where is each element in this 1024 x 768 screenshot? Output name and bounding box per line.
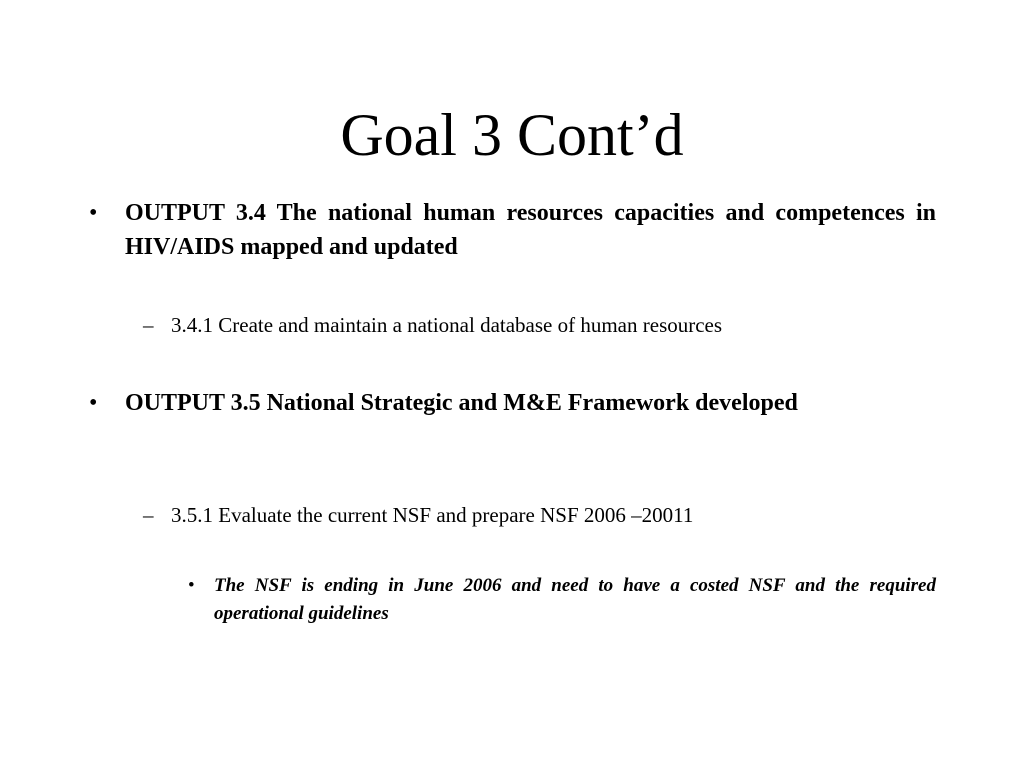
dash-marker: – (143, 313, 154, 337)
bullet-marker: • (188, 575, 195, 596)
note-text: The NSF is ending in June 2006 and need to have a costed NSF and the required operational guidelines (214, 575, 936, 624)
bullet-marker: • (89, 390, 98, 416)
sub-item-text: 3.5.1 Evaluate the current NSF and prepare NSF 2006 –20011 (171, 503, 694, 527)
bullet-marker: • (89, 200, 98, 226)
sub-item-text: 3.4.1 Create and maintain a national database of human resources (171, 313, 723, 337)
slide-title: Goal 3 Cont’d (340, 102, 684, 168)
bullet-text: OUTPUT 3.4 The national human resources capacities and competences in HIV/AIDS mapped and updated (125, 200, 936, 260)
sub-item-3-4-1 (143, 311, 936, 339)
sub-item-3-5-1 (143, 501, 936, 529)
bullet-item-output-3-4 (89, 196, 936, 264)
bullet-text: OUTPUT 3.5 National Strategic and M&E Framework developed (125, 390, 798, 416)
sub-sub-item-nsf-note (188, 572, 936, 628)
dash-marker: – (143, 503, 154, 527)
bullet-item-output-3-5 (89, 386, 936, 420)
